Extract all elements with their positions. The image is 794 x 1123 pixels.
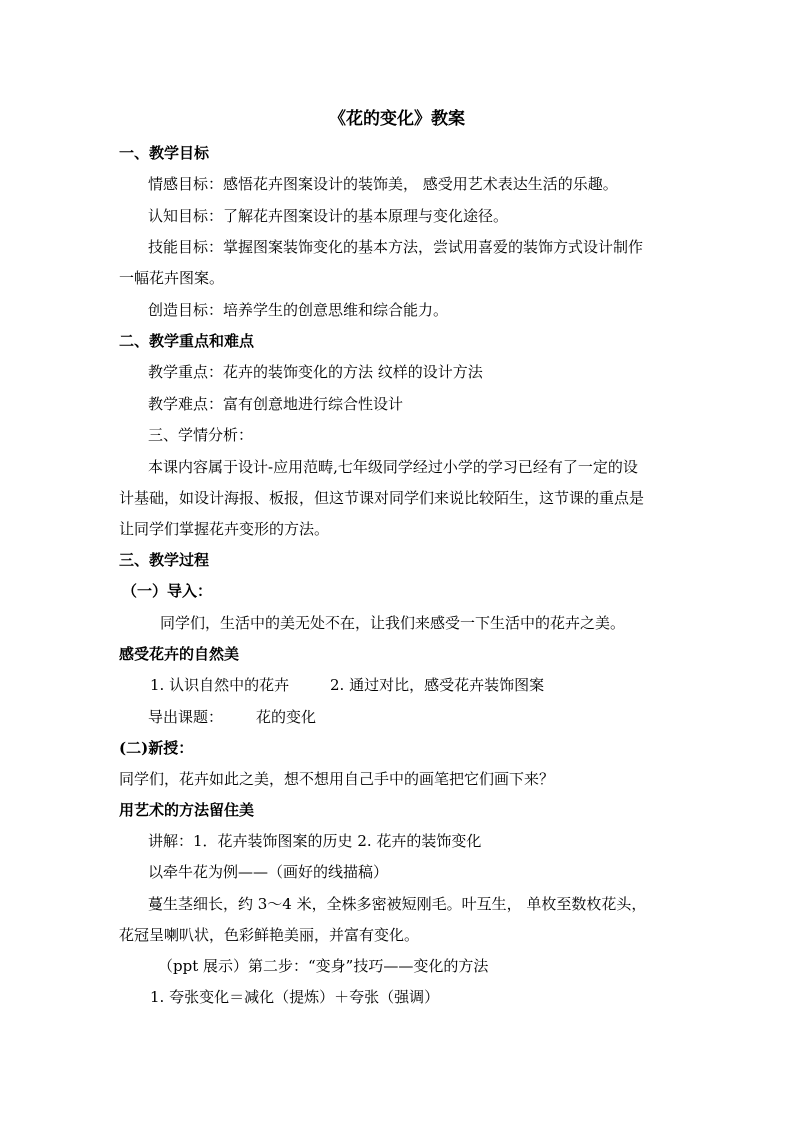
paragraph: 教学重点：花卉的装饰变化的方法 纹样的设计方法 xyxy=(148,363,483,381)
paragraph: 蔓生茎细长，约 3～4 米，全株多密被短刚毛。叶互生， 单枚至数枚花头， xyxy=(148,895,647,913)
paragraph: 以牵牛花为例——（画好的线描稿） xyxy=(148,863,389,881)
paragraph: 本课内容属于设计-应用范畴,七年级同学经过小学的学习已经有了一定的设 xyxy=(148,458,638,476)
paragraph: 教学难点：富有创意地进行综合性设计 xyxy=(148,395,404,413)
paragraph: 讲解：1．花卉装饰图案的历史 2. 花卉的装饰变化 xyxy=(148,832,482,850)
paragraph: 技能目标：掌握图案装饰变化的基本方法，尝试用喜爱的装饰方式设计制作 xyxy=(148,238,644,256)
paragraph: （ppt 展示）第二步：“变身”技巧——变化的方法 xyxy=(158,957,489,975)
section-heading-process: 三、教学过程 xyxy=(119,551,210,569)
paragraph: 计基础，如设计海报、板报，但这节课对同学们来说比较陌生，这节课的重点是 xyxy=(119,489,645,507)
list-item: 1. 夸张变化＝减化（提炼）＋夸张（强调） xyxy=(150,988,440,1006)
paragraph: 同学们，花卉如此之美，想不想用自己手中的画笔把它们画下来？ xyxy=(119,770,555,788)
bold-heading: 感受花卉的自然美 xyxy=(119,645,240,663)
section-heading-key-points: 二、教学重点和难点 xyxy=(119,332,255,350)
section-heading-goals: 一、教学目标 xyxy=(119,144,210,162)
paragraph: 花冠呈喇叭状，色彩鲜艳美丽，并富有变化。 xyxy=(119,926,420,944)
subheading-intro: （一）导入： xyxy=(122,582,213,600)
paragraph: 情感目标：感悟花卉图案设计的装饰美， 感受用艺术表达生活的乐趣。 xyxy=(148,175,618,193)
paragraph: 认知目标：了解花卉图案设计的基本原理与变化途径。 xyxy=(148,207,509,225)
list-item: 1. 认识自然中的花卉 xyxy=(150,676,290,694)
list-item: 2. 通过对比，感受花卉装饰图案 xyxy=(330,676,545,694)
paragraph: 同学们，生活中的美无处不在，让我们来感受一下生活中的花卉之美。 xyxy=(160,614,626,632)
subheading-new: (二)新授： xyxy=(119,739,194,757)
paragraph: 三、学情分析： xyxy=(148,426,254,444)
bold-heading: 用艺术的方法留住美 xyxy=(119,801,255,819)
paragraph: 一幅花卉图案。 xyxy=(119,269,225,287)
lead-value: 花的变化 xyxy=(256,708,317,726)
lead-label: 导出课题： xyxy=(148,708,224,726)
paragraph: 让同学们掌握花卉变形的方法。 xyxy=(119,520,330,538)
paragraph: 创造目标：培养学生的创意思维和综合能力。 xyxy=(148,301,449,319)
document-title: 《花的变化》教案 xyxy=(329,109,465,129)
